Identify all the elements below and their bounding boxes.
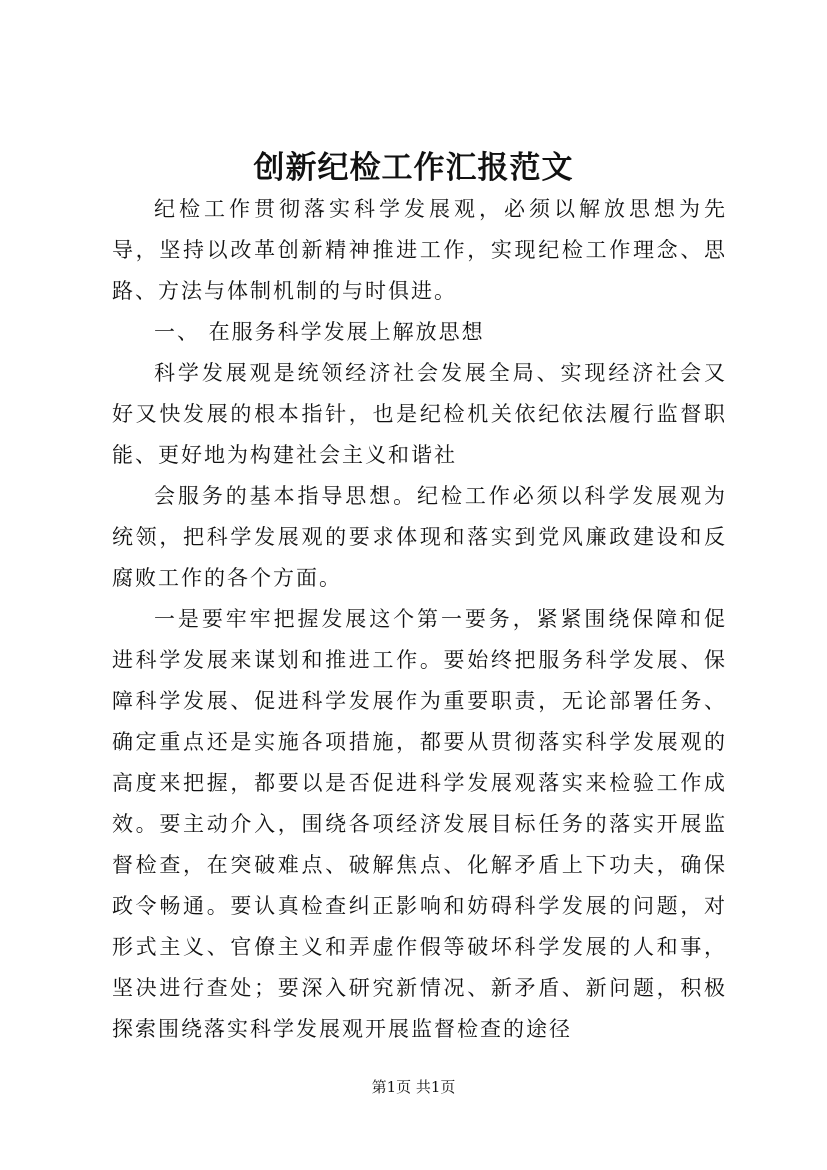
document-body — [112, 189, 727, 1050]
document-title: 创新纪检工作汇报范文 — [253, 150, 574, 186]
body-paragraph: 科学发展观是统领经济社会发展全局、实现经济社会又好又快发展的根本指针，也是纪检机关依纪依法履行监督职能、更好地为构建社会主义和谐社 — [112, 361, 727, 467]
page-number-label: 第1页 共1页 — [371, 1078, 456, 1096]
body-paragraph: 会服务的基本指导思想。纪检工作必须以科学发展观为统领，把科学发展观的要求体现和落实到党风廉政建设和反腐败工作的各个方面。 — [112, 484, 727, 590]
section-heading-1: 一、 在服务科学发展上解放思想 — [154, 320, 485, 344]
body-paragraph: 一是要牢牢把握发展这个第一要务，紧紧围绕保障和促进科学发展来谋划和推进工作。要始终把服务科学发展、保障科学发展、促进科学发展作为重要职责，无论部署任务、确定重点还是实施各项措施，都要从贯彻落实科学发展观的高度来把握，都要以是否促进科学发展观落实来检验工作成效。要主动介入，围绕各项经济发展目标任务的落实开展监督检查，在突破难点、破解焦点、化解矛盾上下功夫，确保政令畅通。要认真检查纠正影响和妨碍科学发展的问题，对形式主义、官僚主义和弄虚作假等破坏科学发展的人和事，坚决进行查处；要深入研究新情况、新矛盾、新问题，积极探索围绕落实科学发展观开展监督检查的途径 — [112, 607, 727, 1041]
intro-paragraph: 纪检工作贯彻落实科学发展观，必须以解放思想为先导，坚持以改革创新精神推进工作，实现纪检工作理念、思路、方法与体制机制的与时俱进。 — [112, 197, 727, 303]
page-footer — [0, 1077, 827, 1097]
